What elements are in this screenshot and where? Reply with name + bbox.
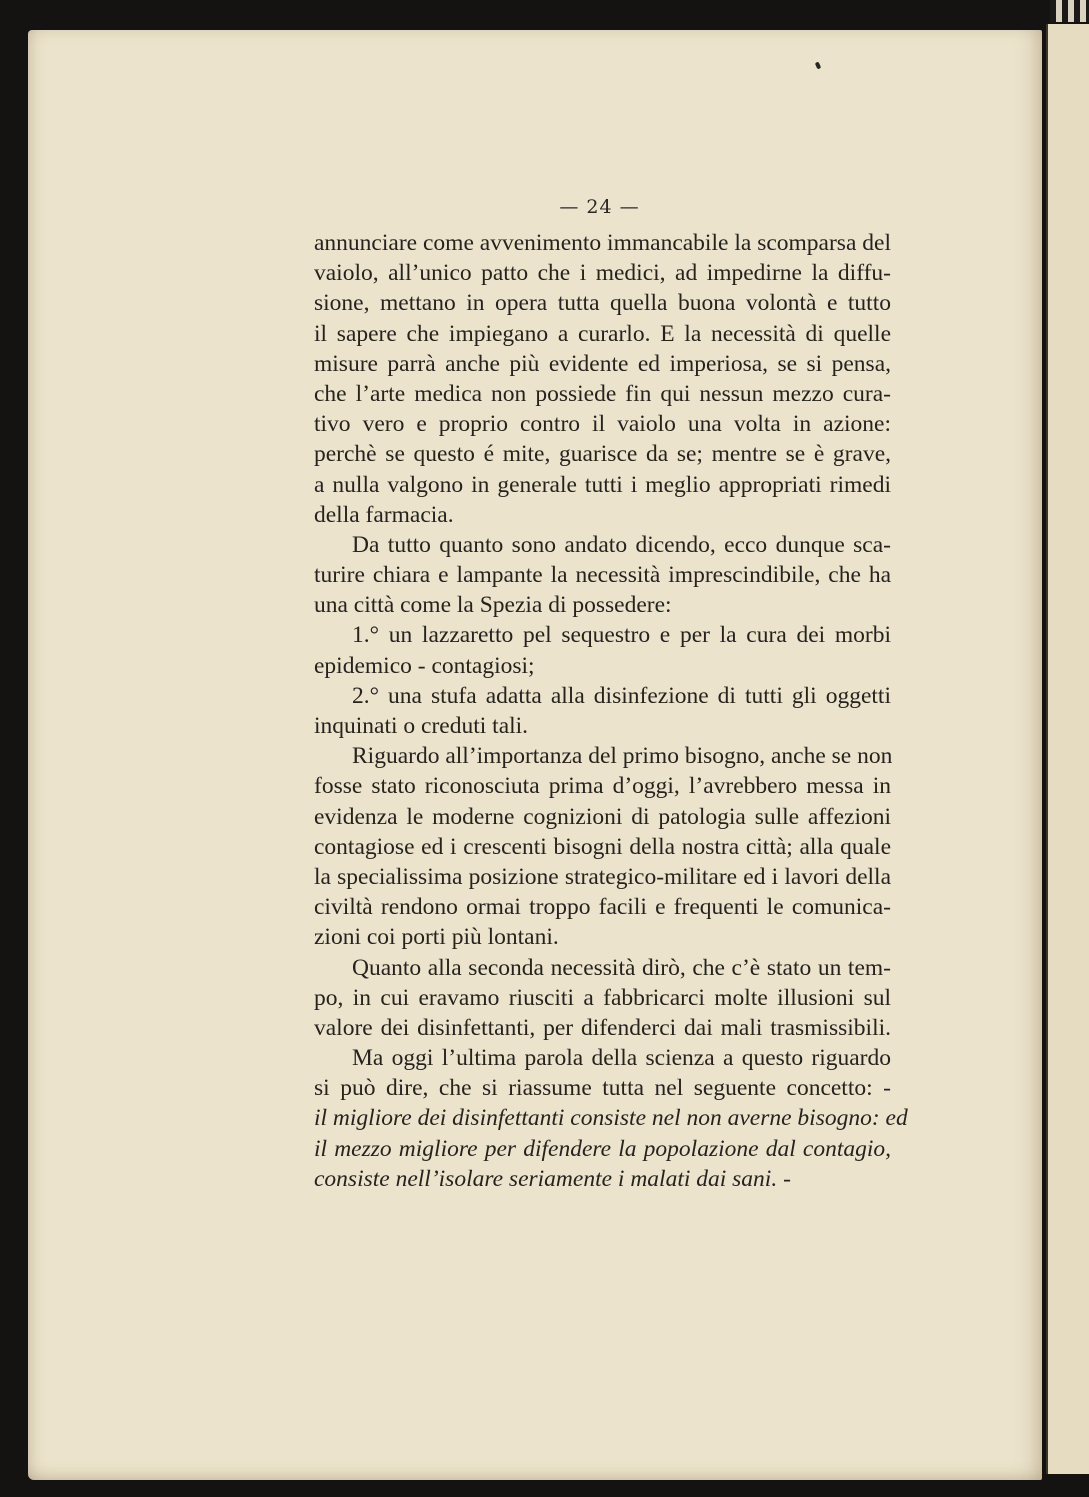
text-line: zioni coi porti più lontani.: [314, 924, 559, 951]
italic-quote-line: il mezzo migliore per difendere la popolazione dal contagio,: [314, 1135, 891, 1162]
list-item-2: 2.° una stufa adatta alla disinfezione di tutti gli oggetti: [352, 682, 891, 709]
text-line: vaiolo, all’unico patto che i medici, ad impedirne la diffu-: [314, 260, 891, 287]
list-item-1: 1.° un lazzaretto pel sequestro e per la cura dei morbi: [352, 622, 891, 649]
facing-page-edge: [1046, 24, 1089, 1474]
text-line: contagiose ed i crescenti bisogni della nostra città; alla quale: [314, 833, 891, 860]
text-line: a nulla valgono in generale tutti i meglio appropriati rimedi: [314, 471, 891, 498]
text-line: perchè se questo é mite, guarisce da se; mentre se è grave,: [314, 441, 891, 468]
text-line: tivo vero e proprio contro il vaiolo una volta in azione:: [314, 411, 891, 438]
text-line: civiltà rendono ormai troppo facili e frequenti le comunica-: [314, 894, 891, 921]
text-line: po, in cui eravamo riusciti a fabbricarci molte illusioni sul: [314, 984, 891, 1011]
text-line: valore dei disinfettanti, per difenderci dai mali trasmissibili.: [314, 1014, 891, 1041]
text-line: inquinati o creduti tali.: [314, 713, 529, 739]
text-line: della farmacia.: [314, 501, 454, 528]
text-line: Riguardo all’importanza del primo bisogno, anche se non: [352, 743, 893, 770]
text-line: annunciare come avvenimento immancabile la scomparsa del: [314, 230, 891, 256]
text-line: sione, mettano in opera tutta quella buona volontà e tutto: [314, 290, 891, 317]
text-line: epidemico - contagiosi;: [314, 652, 535, 679]
italic-quote-line: il migliore dei disinfettanti consiste nel non averne bisogno: ed: [314, 1105, 908, 1132]
page-number: — 24 —: [559, 196, 640, 218]
body-text: [314, 228, 908, 1194]
text-line: una città come la Spezia di possedere:: [314, 592, 672, 619]
text-line: Quanto alla seconda necessità dirò, che c’è stato un tem-: [352, 954, 891, 981]
text-line: si può dire, che si riassume tutta nel seguente concetto: -: [314, 1075, 891, 1102]
text-line: la specialissima posizione strategico-militare ed i lavori della: [314, 863, 891, 890]
text-line: il sapere che impiegano a curarlo. E la necessità di quelle: [314, 320, 891, 347]
text-line: misure parrà anche più evidente ed imperiosa, se si pensa,: [314, 350, 891, 377]
text-line: evidenza le moderne cognizioni di patologia sulle affezioni: [314, 803, 891, 830]
text-line: fosse stato riconosciuta prima d’oggi, l’avrebbero messa in: [314, 773, 891, 800]
text-line: turire chiara e lampante la necessità imprescindibile, che ha: [314, 562, 891, 589]
italic-quote-line: consiste nell’isolare seriamente i malati dai sani. -: [314, 1165, 791, 1192]
scan-ruler: [1050, 0, 1089, 22]
text-line: Ma oggi l’ultima parola della scienza a questo riguardo: [352, 1045, 891, 1072]
text-line: che l’arte medica non possiede fin qui nessun mezzo cura-: [314, 380, 891, 407]
text-line: Da tutto quanto sono andato dicendo, ecco dunque sca-: [352, 531, 891, 558]
